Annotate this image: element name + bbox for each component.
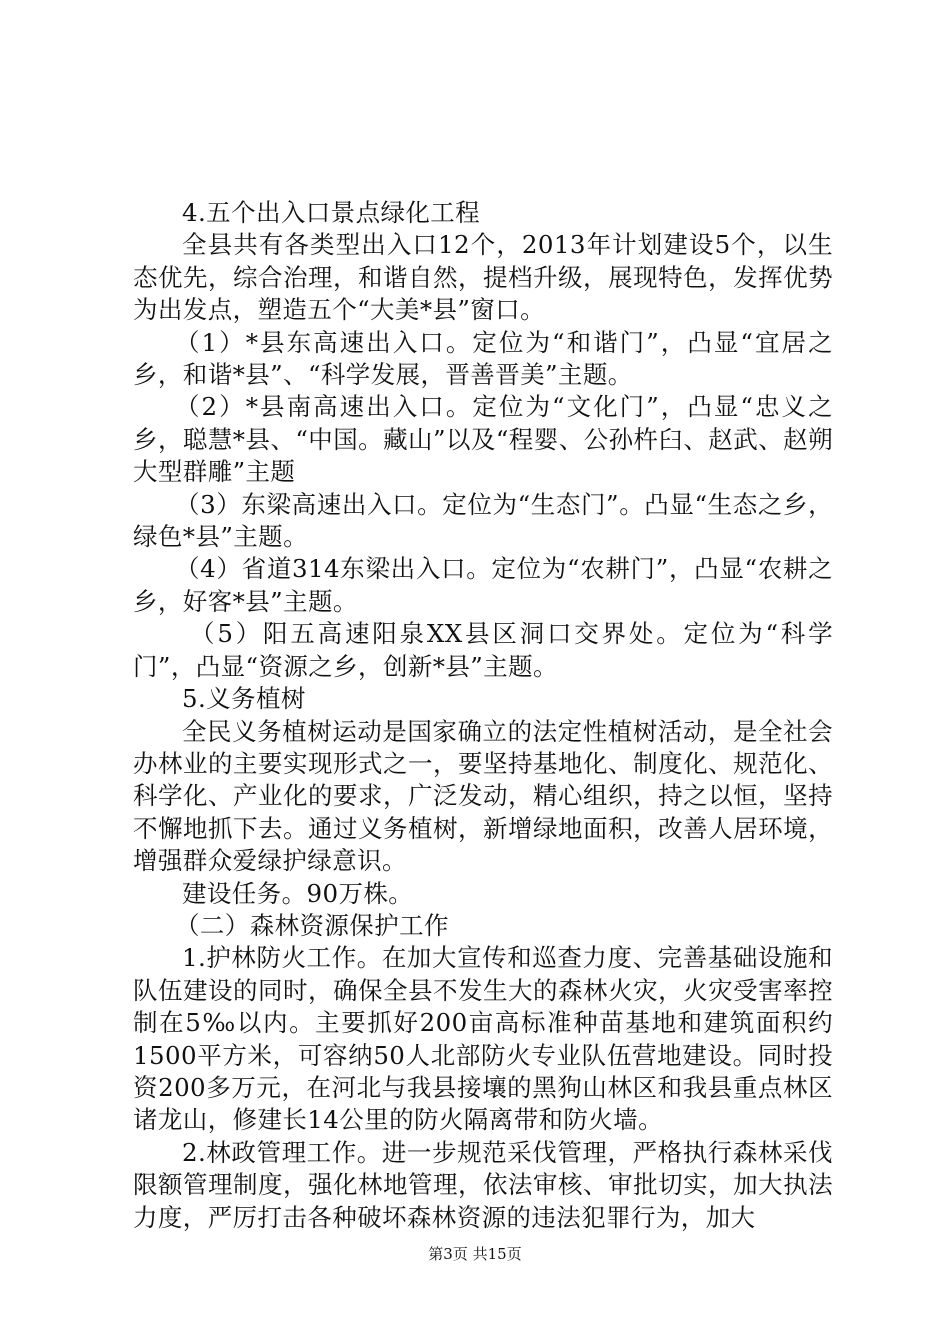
- paragraph-outlet-overview: 全县共有各类型出入口12个，2013年计划建设5个，以生态优先，综合治理，和谐自然，提档升级，展现特色，发挥优势为出发点，塑造五个“大美*县”窗口。: [133, 230, 833, 325]
- list-item-south-outlet: （2）*县南高速出入口。定位为“文化门”，凸显“忠义之乡，聪慧*县、“中国。藏山”以及“程婴、公孙杵臼、赵武、赵朔大型群雕”主题: [133, 392, 833, 487]
- document-body: [133, 197, 833, 1234]
- section-heading-forest-protection: （二）森林资源保护工作: [175, 910, 449, 940]
- paragraph-fire-prevention: 1.护林防火工作。在加大宣传和巡查力度、完善基础设施和队伍建设的同时，确保全县不发生大的森林火灾，火灾受害率控制在5‰以内。主要抓好200亩高标准种苗基地和建筑面积约1500平方米，可容纳50人北部防火专业队伍营地建设。同时投资200多万元，在河北与我县接壤的黑狗山林区和我县重点林区诸龙山，修建长14公里的防火隔离带和防火墙。: [133, 943, 833, 1135]
- section-heading-outlet-greening: 4.五个出入口景点绿化工程: [182, 198, 481, 227]
- list-item-east-outlet: （1）*县东高速出入口。定位为“和谐门”，凸显“宜居之乡，和谐*县”、“科学发展，晋善晋美”主题。: [133, 327, 833, 390]
- list-item-provincial-road-outlet: （4）省道314东梁出入口。定位为“农耕门”，凸显“农耕之乡，好客*县”主题。: [133, 554, 833, 616]
- page-footer: 第3页 共15页: [428, 1245, 522, 1263]
- list-item-dongliang-outlet: （3）东梁高速出入口。定位为“生态门”。凸显“生态之乡，绿色*县”主题。: [133, 489, 833, 552]
- section-heading-tree-planting: 5.义务植树: [182, 684, 306, 714]
- paragraph-forest-management: 2.林政管理工作。进一步规范采伐管理，严格执行森林采伐限额管理制度，强化林地管理，依法审核、审批切实，加大执法力度，严厉打击各种破坏森林资源的违法犯罪行为，加大: [133, 1137, 833, 1232]
- paragraph-construction-task: 建设任务。90万株。: [182, 878, 414, 908]
- paragraph-tree-planting: 全民义务植树运动是国家确立的法定性植树活动，是全社会办林业的主要实现形式之一，要坚持基地化、制度化、规范化、科学化、产业化的要求，广泛发动，精心组织，持之以恒，坚持不懈地抓下去。通过义务植树，新增绿地面积，改善人居环境，增强群众爱绿护绿意识。: [133, 716, 833, 876]
- list-item-yangwu-outlet: （5）阳五高速阳泉XX县区洞口交界处。定位为“科学门”，凸显“资源之乡，创新*县”主题。: [133, 619, 833, 681]
